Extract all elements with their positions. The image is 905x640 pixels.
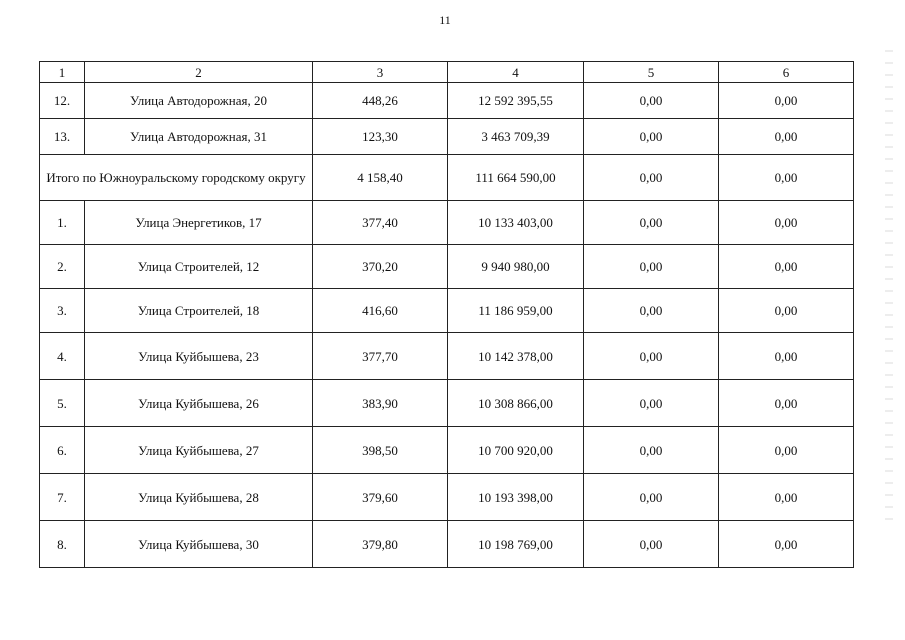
row-col4: 3 463 709,39: [448, 119, 584, 155]
row-col3: 398,50: [313, 427, 448, 474]
row-col3: 377,70: [313, 333, 448, 380]
page-number: 11: [439, 13, 451, 27]
row-number: 6.: [40, 427, 85, 474]
row-col5: 0,00: [584, 427, 719, 474]
row-col6: 0,00: [719, 201, 854, 245]
row-col5: 0,00: [584, 245, 719, 289]
row-col6: 0,00: [719, 474, 854, 521]
row-address: Улица Автодорожная, 31: [85, 119, 313, 155]
row-number: 13.: [40, 119, 85, 155]
row-col3: 370,20: [313, 245, 448, 289]
row-col3: 123,30: [313, 119, 448, 155]
row-col6: 0,00: [719, 289, 854, 333]
table-row: [40, 427, 854, 474]
header-cell: 5: [584, 62, 719, 83]
table-row: [40, 380, 854, 427]
row-address: Улица Автодорожная, 20: [85, 83, 313, 119]
row-col3: 416,60: [313, 289, 448, 333]
row-col5: 0,00: [584, 83, 719, 119]
table-row: [40, 521, 854, 568]
row-col3: 379,60: [313, 474, 448, 521]
row-address: Улица Строителей, 12: [85, 245, 313, 289]
row-col4: 10 198 769,00: [448, 521, 584, 568]
row-address: Улица Куйбышева, 23: [85, 333, 313, 380]
row-col4: 10 308 866,00: [448, 380, 584, 427]
total-label: Итого по Южноуральскому городскому округу: [40, 155, 313, 201]
header-cell: 1: [40, 62, 85, 83]
row-number: 4.: [40, 333, 85, 380]
header-row: [40, 62, 854, 83]
table-row: [40, 289, 854, 333]
table-row: [40, 83, 854, 119]
row-col6: 0,00: [719, 119, 854, 155]
row-col4: 12 592 395,55: [448, 83, 584, 119]
row-col3: 383,90: [313, 380, 448, 427]
row-col5: 0,00: [584, 474, 719, 521]
row-col6: 0,00: [719, 333, 854, 380]
total-col4: 111 664 590,00: [448, 155, 584, 201]
row-number: 8.: [40, 521, 85, 568]
row-col5: 0,00: [584, 380, 719, 427]
row-col6: 0,00: [719, 245, 854, 289]
row-address: Улица Энергетиков, 17: [85, 201, 313, 245]
row-address: Улица Куйбышева, 26: [85, 380, 313, 427]
row-col4: 10 142 378,00: [448, 333, 584, 380]
row-col4: 10 133 403,00: [448, 201, 584, 245]
row-number: 12.: [40, 83, 85, 119]
header-cell: 3: [313, 62, 448, 83]
row-col6: 0,00: [719, 521, 854, 568]
row-col6: 0,00: [719, 427, 854, 474]
data-table: [39, 61, 854, 568]
row-col4: 10 193 398,00: [448, 474, 584, 521]
row-number: 1.: [40, 201, 85, 245]
row-col3: 379,80: [313, 521, 448, 568]
row-col6: 0,00: [719, 83, 854, 119]
row-col4: 10 700 920,00: [448, 427, 584, 474]
row-address: Улица Куйбышева, 28: [85, 474, 313, 521]
row-col4: 11 186 959,00: [448, 289, 584, 333]
scan-artifact: [885, 40, 893, 520]
row-number: 2.: [40, 245, 85, 289]
table-row: [40, 333, 854, 380]
row-col3: 448,26: [313, 83, 448, 119]
row-col3: 377,40: [313, 201, 448, 245]
row-col5: 0,00: [584, 521, 719, 568]
row-col5: 0,00: [584, 201, 719, 245]
total-col3: 4 158,40: [313, 155, 448, 201]
table-row: [40, 119, 854, 155]
row-address: Улица Строителей, 18: [85, 289, 313, 333]
row-col5: 0,00: [584, 119, 719, 155]
row-number: 3.: [40, 289, 85, 333]
row-number: 7.: [40, 474, 85, 521]
row-address: Улица Куйбышева, 30: [85, 521, 313, 568]
header-cell: 2: [85, 62, 313, 83]
row-number: 5.: [40, 380, 85, 427]
total-col5: 0,00: [584, 155, 719, 201]
header-cell: 4: [448, 62, 584, 83]
row-col5: 0,00: [584, 289, 719, 333]
table-row: [40, 474, 854, 521]
row-col5: 0,00: [584, 333, 719, 380]
header-cell: 6: [719, 62, 854, 83]
table-row: [40, 201, 854, 245]
total-row: [40, 155, 854, 201]
row-col4: 9 940 980,00: [448, 245, 584, 289]
row-address: Улица Куйбышева, 27: [85, 427, 313, 474]
row-col6: 0,00: [719, 380, 854, 427]
total-col6: 0,00: [719, 155, 854, 201]
table-row: [40, 245, 854, 289]
